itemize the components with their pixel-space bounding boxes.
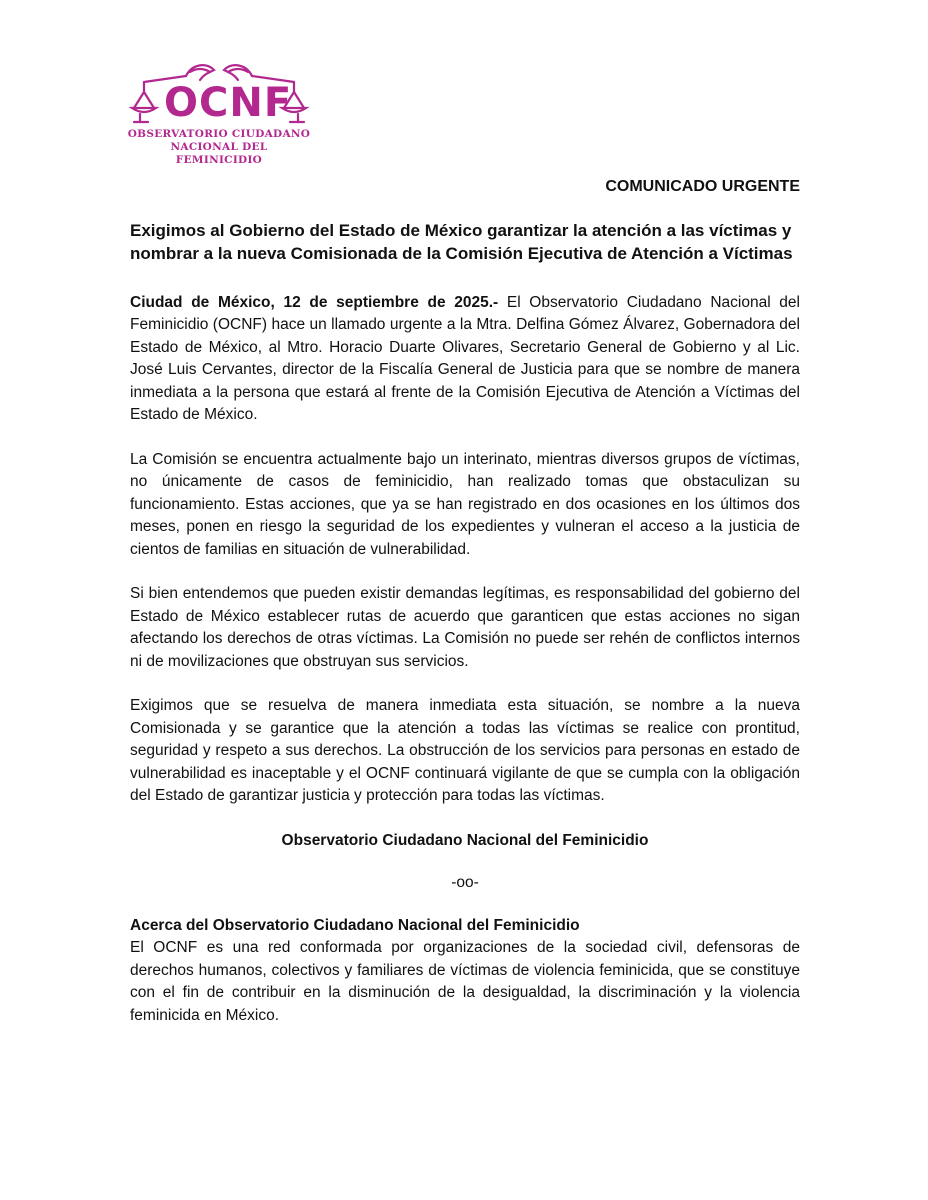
paragraph: Exigimos que se resuelva de manera inmediata esta situación, se nombre a la nueva Comisionada y se garantice que la atención a todas las víctimas se realice con prontitud, seguridad y respeto a sus derechos. La obstrucción de los servicios para personas en estado de vulnerabilidad es inaceptable y el OCNF continuará vigilante de que se cumpla con la obligación del Estado de garantizar justicia y protección para todas las víctimas. xyxy=(130,697,800,804)
separator: -oo- xyxy=(451,874,479,891)
ocnf-logo xyxy=(126,58,312,166)
press-release-body xyxy=(130,176,800,1027)
signature: Observatorio Ciudadano Nacional del Feminicidio xyxy=(281,831,649,849)
lead-paragraph xyxy=(130,292,800,427)
lead-text: El Observatorio Ciudadano Nacional del Feminicidio (OCNF) hace un llamado urgente a la Mtra. Delfina Gómez Álvarez, Gobernadora del Estado de México, al Mtro. Horacio Duarte Olivares, Secretario General de Gobierno y al Lic. José Luis Cervantes, director de la Fiscalía General de Justicia para que se nombre de manera inmediata a la persona que estará al frente de la Comisión Ejecutiva de Atención a Víctimas del Estado de México. xyxy=(130,293,800,423)
about-heading: Acerca del Observatorio Ciudadano Nacional del Feminicidio xyxy=(130,916,580,934)
document-label: COMUNICADO URGENTE xyxy=(605,178,800,195)
logo-subtitle-line1: OBSERVATORIO CIUDADANO xyxy=(127,128,311,140)
paragraph: Si bien entendemos que pueden existir demandas legítimas, es responsabilidad del gobierno del Estado de México establecer rutas de acuerdo que garanticen que estas acciones no sigan afectando los derechos de otras víctimas. La Comisión no puede ser rehén de conflictos internos ni de movilizaciones que obstruyan sus servicios. xyxy=(130,585,800,670)
logo-acronym: OCNF xyxy=(164,80,293,126)
about-text: El OCNF es una red conformada por organizaciones de la sociedad civil, defensoras de derechos humanos, colectivos y familiares de víctimas de violencia feminicida, que se constituye con el fin de contribuir en la disminución de la desigualdad, la discriminación y la violencia feminicida en México. xyxy=(130,939,800,1024)
document-title: Exigimos al Gobierno del Estado de México garantizar la atención a las víctimas y nombrar a la nueva Comisionada de la Comisión Ejecutiva de Atención a Víctimas xyxy=(130,220,793,263)
place-date: Ciudad de México, 12 de septiembre de 2025.- xyxy=(130,293,499,311)
paragraph: La Comisión se encuentra actualmente bajo un interinato, mientras diversos grupos de víctimas, no únicamente de casos de feminicidio, han realizado tomas que obstaculizan su funcionamiento. Estas acciones, que ya se han registrado en dos ocasiones en los últimos dos meses, ponen en riesgo la seguridad de los expedientes y vulneran el acceso a la justicia de cientos de familias en situación de vulnerabilidad. xyxy=(130,450,800,558)
logo-subtitle-line2: NACIONAL DEL FEMINICIDIO xyxy=(170,141,268,166)
